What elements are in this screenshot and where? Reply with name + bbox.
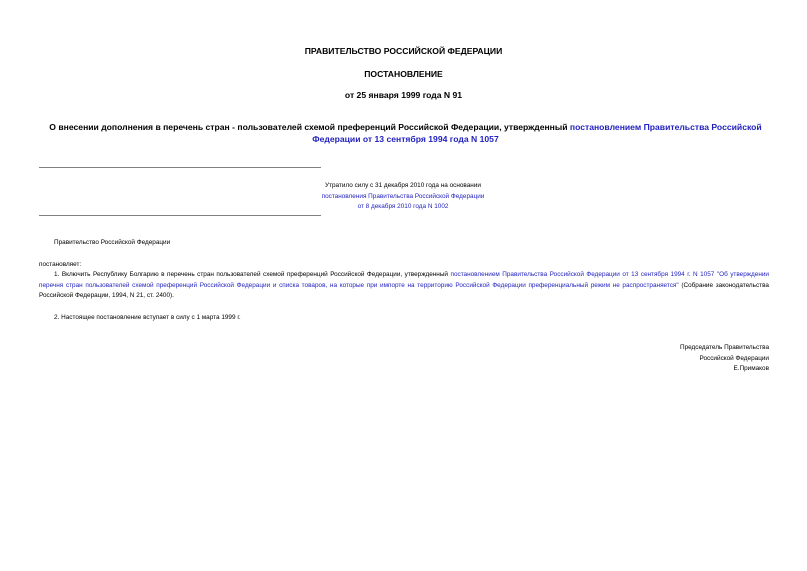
signature-name: Е.Примаков [733,365,769,373]
signature-block [469,343,769,375]
title-text: О внесении дополнения в перечень стран - пользователей схемой преференций Российской Федерации, утвержденный [49,122,570,132]
authority-heading: ПРАВИТЕЛЬСТВО РОССИЙСКОЙ ФЕДЕРАЦИИ [304,46,503,56]
signature-organization: Российской Федерации [699,354,769,362]
document-title [40,121,771,145]
status-link-line2[interactable]: от 8 декабря 2010 года N 1002 [357,203,449,211]
status-link-line1[interactable]: постановления Правительства Российской Федерации [321,192,485,200]
bottom-divider [39,215,321,216]
resolves-text: постановляет: [39,261,82,268]
document-type-heading: ПОСТАНОВЛЕНИЕ [364,69,443,79]
title-link[interactable]: постановлением Правительства Российской Федерации от 13 сентября 1994 года N 1057 [312,122,762,144]
intro-text: Правительство Российской Федерации [54,239,171,246]
paragraph-2: 2. Настоящее постановление вступает в силу с 1 марта 1999 г. [54,314,241,321]
paragraph-1-source: (Собрание законодательства Российской Федерации, 1994, N 21, ст. 2400). [39,281,769,300]
paragraph-1 [39,270,769,302]
status-note [290,181,516,213]
signature-position: Председатель Правительства [680,344,769,351]
paragraph-1-text: 1. Включить Республику Болгарию в перечень стран пользователей схемой преференций Российской Федерации, утвержденный [54,271,451,278]
paragraph-1-link[interactable]: постановлением Правительства Российской Федерации от 13 сентября 1994 г. N 1057 "Об утверждении перечня стран пользователей схемой преференций Российской Федерации и списка товаров, на которые при импорте на территорию Российской Федерации преференциальный режим не распространяется" [39,271,770,289]
top-divider [39,167,321,168]
date-number-heading: от 25 января 1999 года N 91 [344,90,463,100]
status-text: Утратило силу с 31 декабря 2010 года на основании [325,182,481,189]
